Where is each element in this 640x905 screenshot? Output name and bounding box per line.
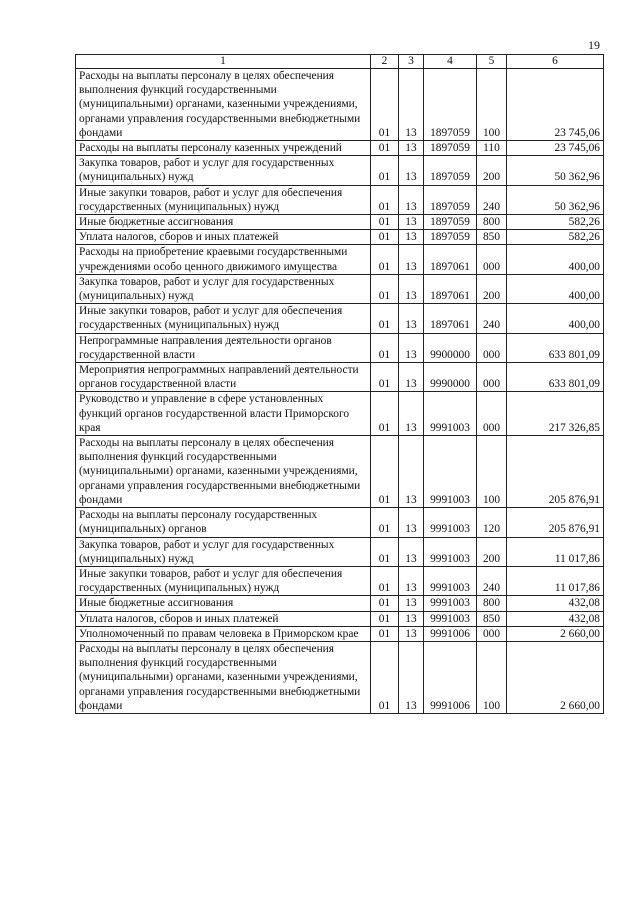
row-target-code: 9990000	[424, 363, 477, 392]
row-expense-type: 200	[477, 156, 507, 185]
row-section: 01	[371, 156, 399, 185]
row-expense-type: 800	[477, 215, 507, 230]
row-expense-type: 000	[477, 245, 507, 274]
row-section: 01	[371, 626, 399, 641]
row-target-code: 1897059	[424, 185, 477, 214]
row-expense-type: 240	[477, 304, 507, 333]
budget-table	[75, 54, 604, 714]
row-expense-type: 100	[477, 436, 507, 508]
row-section: 01	[371, 537, 399, 566]
row-expense-type: 240	[477, 566, 507, 595]
row-name: Мероприятия непрограммных направлений деятельности органов государственной власти	[76, 363, 371, 392]
row-name: Уплата налогов, сборов и иных платежей	[76, 230, 371, 245]
row-name: Закупка товаров, работ и услуг для государственных (муниципальных) нужд	[76, 537, 371, 566]
row-target-code: 9991006	[424, 641, 477, 713]
row-subsection: 13	[399, 392, 424, 436]
row-amount: 23 745,06	[507, 69, 604, 141]
table-row	[76, 245, 604, 274]
row-section: 01	[371, 436, 399, 508]
row-target-code: 9900000	[424, 333, 477, 362]
row-target-code: 9991006	[424, 626, 477, 641]
table-body	[76, 69, 604, 714]
header-col-4: 4	[424, 55, 477, 69]
row-subsection: 13	[399, 274, 424, 303]
table-row	[76, 185, 604, 214]
row-target-code: 9991003	[424, 596, 477, 611]
row-amount: 582,26	[507, 230, 604, 245]
row-section: 01	[371, 245, 399, 274]
row-subsection: 13	[399, 141, 424, 156]
row-subsection: 13	[399, 566, 424, 595]
row-expense-type: 110	[477, 141, 507, 156]
table-row	[76, 141, 604, 156]
table-row	[76, 156, 604, 185]
row-expense-type: 850	[477, 611, 507, 626]
table-row	[76, 508, 604, 537]
row-expense-type: 100	[477, 69, 507, 141]
row-amount: 633 801,09	[507, 363, 604, 392]
row-amount: 217 326,85	[507, 392, 604, 436]
header-row	[76, 55, 604, 69]
row-expense-type: 200	[477, 537, 507, 566]
row-amount: 205 876,91	[507, 508, 604, 537]
row-section: 01	[371, 641, 399, 713]
row-section: 01	[371, 141, 399, 156]
row-amount: 432,08	[507, 611, 604, 626]
row-target-code: 1897059	[424, 69, 477, 141]
header-col-1: 1	[76, 55, 371, 69]
table-row	[76, 566, 604, 595]
row-target-code: 9991003	[424, 566, 477, 595]
row-name: Иные бюджетные ассигнования	[76, 596, 371, 611]
row-name: Руководство и управление в сфере установленных функций органов государственной власти Приморского края	[76, 392, 371, 436]
row-subsection: 13	[399, 69, 424, 141]
row-section: 01	[371, 363, 399, 392]
row-amount: 2 660,00	[507, 626, 604, 641]
row-section: 01	[371, 333, 399, 362]
row-section: 01	[371, 274, 399, 303]
row-section: 01	[371, 611, 399, 626]
row-name: Иные бюджетные ассигнования	[76, 215, 371, 230]
row-target-code: 9991003	[424, 508, 477, 537]
table-header	[76, 55, 604, 69]
row-amount: 23 745,06	[507, 141, 604, 156]
row-section: 01	[371, 596, 399, 611]
row-name: Иные закупки товаров, работ и услуг для обеспечения государственных (муниципальных) нужд	[76, 566, 371, 595]
row-expense-type: 120	[477, 508, 507, 537]
row-expense-type: 000	[477, 363, 507, 392]
row-amount: 400,00	[507, 274, 604, 303]
row-amount: 50 362,96	[507, 185, 604, 214]
row-amount: 205 876,91	[507, 436, 604, 508]
row-name: Расходы на приобретение краевыми государственными учреждениями особо ценного движимого имущества	[76, 245, 371, 274]
page-number: 19	[588, 38, 600, 52]
row-subsection: 13	[399, 185, 424, 214]
row-target-code: 9991003	[424, 436, 477, 508]
header-col-2: 2	[371, 55, 399, 69]
row-name: Закупка товаров, работ и услуг для государственных (муниципальных) нужд	[76, 274, 371, 303]
row-target-code: 1897059	[424, 230, 477, 245]
row-expense-type: 100	[477, 641, 507, 713]
header-col-3: 3	[399, 55, 424, 69]
table-row	[76, 537, 604, 566]
header-col-6: 6	[507, 55, 604, 69]
table-row	[76, 230, 604, 245]
row-subsection: 13	[399, 537, 424, 566]
row-target-code: 9991003	[424, 611, 477, 626]
row-name: Иные закупки товаров, работ и услуг для обеспечения государственных (муниципальных) нужд	[76, 304, 371, 333]
row-target-code: 1897059	[424, 141, 477, 156]
row-target-code: 1897061	[424, 304, 477, 333]
table-row	[76, 363, 604, 392]
row-amount: 2 660,00	[507, 641, 604, 713]
row-expense-type: 000	[477, 626, 507, 641]
row-section: 01	[371, 69, 399, 141]
row-amount: 582,26	[507, 215, 604, 230]
row-amount: 11 017,86	[507, 566, 604, 595]
row-amount: 432,08	[507, 596, 604, 611]
row-section: 01	[371, 185, 399, 214]
row-name: Уплата налогов, сборов и иных платежей	[76, 611, 371, 626]
header-col-5: 5	[477, 55, 507, 69]
row-name: Непрограммные направления деятельности органов государственной власти	[76, 333, 371, 362]
row-name: Расходы на выплаты персоналу государственных (муниципальных) органов	[76, 508, 371, 537]
row-subsection: 13	[399, 245, 424, 274]
row-section: 01	[371, 392, 399, 436]
table-row	[76, 596, 604, 611]
row-target-code: 1897061	[424, 274, 477, 303]
row-subsection: 13	[399, 363, 424, 392]
row-amount: 50 362,96	[507, 156, 604, 185]
row-name: Закупка товаров, работ и услуг для государственных (муниципальных) нужд	[76, 156, 371, 185]
row-target-code: 1897061	[424, 245, 477, 274]
row-name: Иные закупки товаров, работ и услуг для обеспечения государственных (муниципальных) нужд	[76, 185, 371, 214]
row-subsection: 13	[399, 611, 424, 626]
table-row	[76, 626, 604, 641]
row-target-code: 9991003	[424, 392, 477, 436]
row-subsection: 13	[399, 508, 424, 537]
row-subsection: 13	[399, 156, 424, 185]
row-expense-type: 850	[477, 230, 507, 245]
row-amount: 400,00	[507, 245, 604, 274]
row-subsection: 13	[399, 626, 424, 641]
row-expense-type: 200	[477, 274, 507, 303]
row-expense-type: 800	[477, 596, 507, 611]
row-name: Расходы на выплаты персоналу в целях обеспечения выполнения функций государственными (муниципальными) органами, казенными учреждениями, органами управления государственными внебюджетными фондами	[76, 69, 371, 141]
row-name: Уполномоченный по правам человека в Приморском крае	[76, 626, 371, 641]
row-section: 01	[371, 304, 399, 333]
row-subsection: 13	[399, 304, 424, 333]
row-name: Расходы на выплаты персоналу в целях обеспечения выполнения функций государственными (муниципальными) органами, казенными учреждениями, органами управления государственными внебюджетными фондами	[76, 436, 371, 508]
row-amount: 11 017,86	[507, 537, 604, 566]
row-section: 01	[371, 566, 399, 595]
table-row	[76, 69, 604, 141]
row-subsection: 13	[399, 230, 424, 245]
row-target-code: 9991003	[424, 537, 477, 566]
row-expense-type: 000	[477, 392, 507, 436]
table-row	[76, 274, 604, 303]
row-section: 01	[371, 215, 399, 230]
table-row	[76, 392, 604, 436]
row-subsection: 13	[399, 596, 424, 611]
table-row	[76, 304, 604, 333]
row-name: Расходы на выплаты персоналу казенных учреждений	[76, 141, 371, 156]
row-expense-type: 240	[477, 185, 507, 214]
row-target-code: 1897059	[424, 156, 477, 185]
table-row	[76, 215, 604, 230]
table-row	[76, 611, 604, 626]
row-name: Расходы на выплаты персоналу в целях обеспечения выполнения функций государственными (муниципальными) органами, казенными учреждениями, органами управления государственными внебюджетными фондами	[76, 641, 371, 713]
row-subsection: 13	[399, 333, 424, 362]
table-row	[76, 436, 604, 508]
row-subsection: 13	[399, 215, 424, 230]
row-amount: 400,00	[507, 304, 604, 333]
row-amount: 633 801,09	[507, 333, 604, 362]
row-subsection: 13	[399, 436, 424, 508]
row-section: 01	[371, 230, 399, 245]
table-row	[76, 333, 604, 362]
row-section: 01	[371, 508, 399, 537]
table-row	[76, 641, 604, 713]
row-target-code: 1897059	[424, 215, 477, 230]
row-subsection: 13	[399, 641, 424, 713]
row-expense-type: 000	[477, 333, 507, 362]
